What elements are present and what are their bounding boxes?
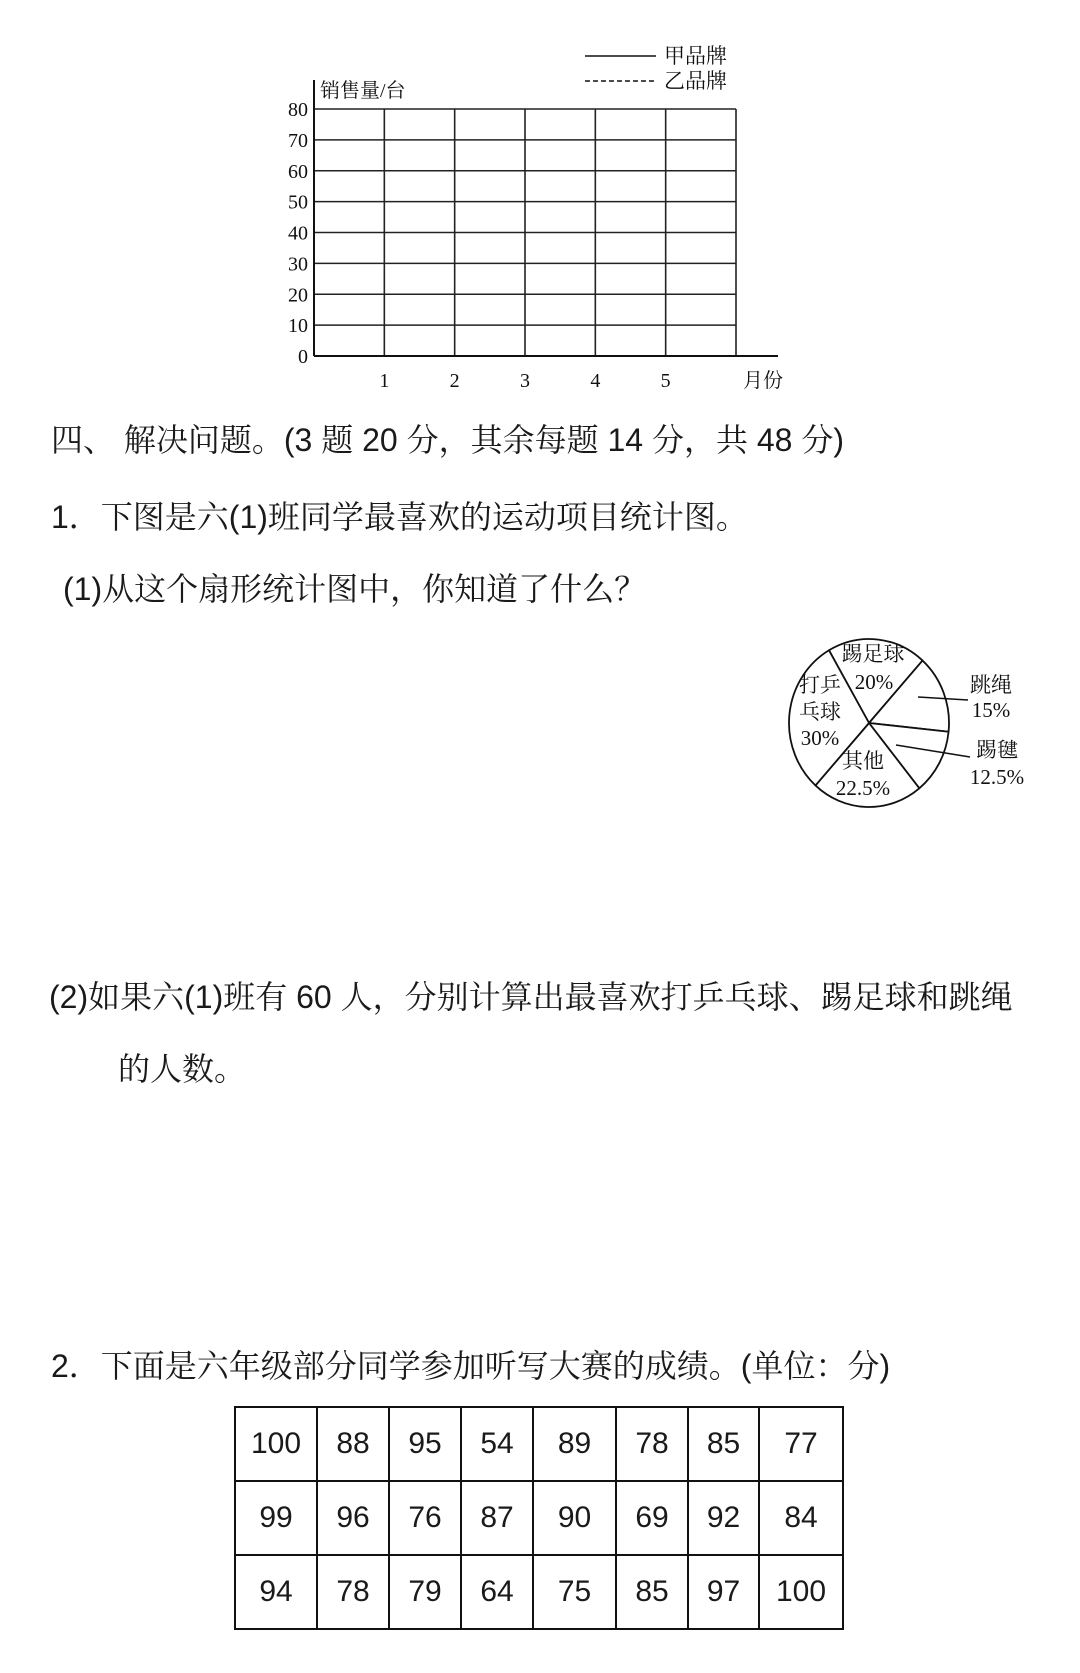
score-cell: 79 bbox=[389, 1555, 461, 1629]
score-cell: 75 bbox=[533, 1555, 616, 1629]
score-cell: 92 bbox=[688, 1481, 759, 1555]
score-cell: 69 bbox=[616, 1481, 688, 1555]
question2-title: 2．下面是六年级部分同学参加听写大赛的成绩。(单位：分) bbox=[51, 1348, 891, 1384]
question1-part2-line1: (2)如果六(1)班有 60 人，分别计算出最喜欢打乒乓球、踢足球和跳绳 bbox=[49, 979, 1013, 1015]
table-row bbox=[235, 1407, 843, 1481]
score-cell: 64 bbox=[461, 1555, 533, 1629]
legend-label: 甲品牌 bbox=[664, 44, 727, 68]
y-tick-label: 20 bbox=[288, 284, 308, 307]
sports-pie-chart bbox=[760, 620, 1060, 840]
score-cell: 54 bbox=[461, 1407, 533, 1481]
pie-slice-label: 打乒 bbox=[799, 673, 841, 697]
x-tick-label: 1 bbox=[379, 370, 390, 392]
score-cell: 85 bbox=[688, 1407, 759, 1481]
score-cell: 96 bbox=[317, 1481, 389, 1555]
x-axis-label: 月份 bbox=[743, 370, 783, 392]
score-cell: 99 bbox=[235, 1481, 317, 1555]
table-row bbox=[235, 1555, 843, 1629]
score-table bbox=[234, 1406, 844, 1630]
y-axis-label: 销售量/台 bbox=[320, 80, 406, 102]
score-cell: 84 bbox=[759, 1481, 843, 1555]
score-cell: 77 bbox=[759, 1407, 843, 1481]
score-cell: 87 bbox=[461, 1481, 533, 1555]
y-tick-label: 60 bbox=[288, 160, 308, 183]
pie-value-label: 30% bbox=[800, 726, 840, 750]
x-tick-label: 2 bbox=[449, 370, 460, 392]
y-tick-label: 50 bbox=[288, 191, 308, 214]
pie-value-label: 15% bbox=[971, 698, 1011, 722]
question1-part1: (1)从这个扇形统计图中，你知道了什么？ bbox=[63, 571, 647, 607]
y-tick-label: 0 bbox=[298, 346, 308, 368]
pie-value-label: 22.5% bbox=[835, 776, 891, 800]
score-cell: 89 bbox=[533, 1407, 616, 1481]
question1-part2-line2: 的人数。 bbox=[118, 1051, 247, 1087]
score-cell: 90 bbox=[533, 1481, 616, 1555]
legend-label: 乙品牌 bbox=[664, 69, 727, 93]
pie-value-label: 12.5% bbox=[969, 765, 1025, 789]
y-tick-label: 40 bbox=[288, 222, 308, 245]
score-cell: 97 bbox=[688, 1555, 759, 1629]
x-tick-label: 5 bbox=[660, 370, 671, 392]
score-cell: 100 bbox=[759, 1555, 843, 1629]
score-cell: 95 bbox=[389, 1407, 461, 1481]
y-tick-label: 10 bbox=[288, 315, 308, 338]
sales-line-chart bbox=[240, 30, 800, 410]
score-cell: 78 bbox=[616, 1407, 688, 1481]
pie-value-label: 20% bbox=[854, 670, 894, 694]
table-row bbox=[235, 1481, 843, 1555]
pie-slice-label: 乓球 bbox=[799, 700, 841, 724]
y-tick-label: 30 bbox=[288, 253, 308, 276]
score-cell: 100 bbox=[235, 1407, 317, 1481]
score-cell: 94 bbox=[235, 1555, 317, 1629]
x-tick-label: 4 bbox=[590, 370, 601, 392]
section-heading: 四、 解决问题。(3 题 20 分，其余每题 14 分，共 48 分) bbox=[51, 422, 845, 458]
score-cell: 78 bbox=[317, 1555, 389, 1629]
pie-slice-label: 跳绳 bbox=[970, 673, 1012, 697]
score-cell: 76 bbox=[389, 1481, 461, 1555]
pie-slice-label: 其他 bbox=[842, 749, 884, 773]
score-cell: 88 bbox=[317, 1407, 389, 1481]
pie-slice-label: 踢毽 bbox=[976, 738, 1018, 762]
y-tick-label: 70 bbox=[288, 129, 308, 152]
y-tick-label: 80 bbox=[288, 99, 308, 121]
x-tick-label: 3 bbox=[520, 370, 530, 392]
question1-title: 1．下图是六(1)班同学最喜欢的运动项目统计图。 bbox=[51, 499, 748, 535]
pie-slice-label: 踢足球 bbox=[841, 642, 905, 666]
score-cell: 85 bbox=[616, 1555, 688, 1629]
